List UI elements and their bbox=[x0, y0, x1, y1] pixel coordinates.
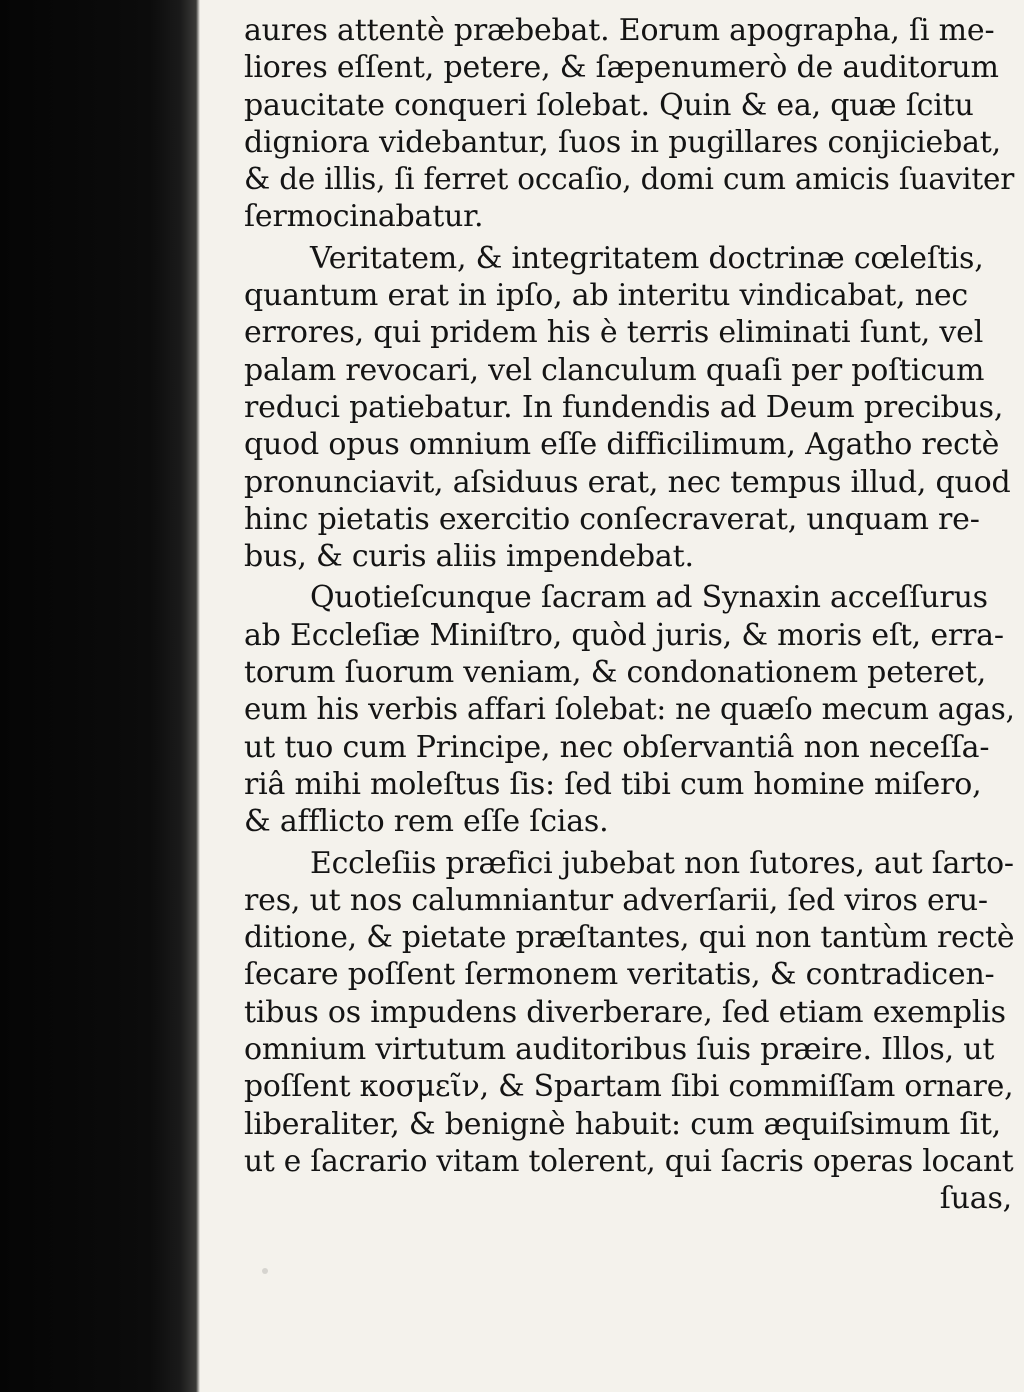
text-line: Quotieſcunque ſacram ad Synaxin acceſſurus bbox=[310, 580, 988, 616]
scan-dark-margin bbox=[0, 0, 200, 1392]
catchword: ſuas, bbox=[939, 1181, 1012, 1217]
text-line: riâ mihi moleſtus ſis: ſed tibi cum homine miſero, bbox=[244, 766, 982, 802]
text-line: palam revocari, vel clanculum quaſi per poſticum bbox=[244, 352, 985, 388]
paragraph-1 bbox=[244, 12, 1016, 236]
text-line: pronunciavit, aſsiduus erat, nec tempus illud, quod bbox=[244, 464, 1011, 500]
text-line: ſecare poſſent ſermonem veritatis, & contradicen- bbox=[244, 957, 995, 993]
text-line: bus, & curis aliis impendebat. bbox=[244, 539, 694, 575]
text-line: liores eſſent, petere, & ſæpenumerò de auditorum bbox=[244, 50, 999, 86]
text-line: paucitate conqueri ſolebat. Quin & ea, quæ ſcitu bbox=[244, 87, 974, 123]
text-line: & afflicto rem eſſe ſcias. bbox=[244, 804, 609, 840]
text-line: aures attentè præbebat. Eorum apographa, ſi me- bbox=[244, 13, 995, 48]
text-line: digniora videbantur, ſuos in pugillares conjiciebat, bbox=[244, 124, 1001, 160]
text-line: ut e ſacrario vitam tolerent, qui ſacris operas locant bbox=[244, 1143, 1014, 1179]
text-line: hinc pietatis exercitio conſecraverat, unquam re- bbox=[244, 501, 980, 537]
text-line: quod opus omnium eſſe difficilimum, Agatho rectè bbox=[244, 427, 1000, 463]
text-line: poſſent κοσμεῖν, & Spartam ſibi commiſſam ornare, bbox=[244, 1069, 1014, 1105]
paragraph-3 bbox=[244, 579, 1016, 840]
text-line: reduci patiebatur. In fundendis ad Deum precibus, bbox=[244, 389, 1004, 425]
paragraph-2 bbox=[244, 240, 1016, 576]
text-line: errores, qui pridem his è terris eliminati ſunt, vel bbox=[244, 315, 984, 351]
text-line: liberaliter, & benignè habuit: cum æquiſsimum ſit, bbox=[244, 1106, 1002, 1142]
text-line: & de illis, ſi ferret occaſio, domi cum amicis ſuaviter bbox=[244, 162, 1015, 198]
text-line: ab Eccleſiæ Miniſtro, quòd juris, & moris eſt, erra- bbox=[244, 617, 1004, 653]
text-line: Veritatem, & integritatem doctrinæ cœleſtis, bbox=[310, 240, 984, 276]
text-line: tibus os impudens diverberare, ſed etiam exemplis bbox=[244, 994, 1006, 1030]
text-line: ut tuo cum Principe, nec obſervantiâ non neceſſa- bbox=[244, 729, 990, 765]
text-line: Eccleſiis præfici jubebat non ſutores, aut ſarto- bbox=[310, 845, 1014, 881]
text-line: res, ut nos calumniantur adverſarii, ſed viros eru- bbox=[244, 882, 988, 918]
text-line: quantum erat in ipſo, ab interitu vindicabat, nec bbox=[244, 278, 968, 314]
text-line: omnium virtutum auditoribus ſuis præire. Illos, ut bbox=[244, 1032, 995, 1068]
text-line: torum ſuorum veniam, & condonationem peteret, bbox=[244, 655, 987, 691]
paragraph-4 bbox=[244, 845, 1016, 1181]
print-speck bbox=[262, 1268, 268, 1274]
text-line: ditione, & pietate præſtantes, qui non tantùm rectè bbox=[244, 920, 1015, 956]
page-text bbox=[244, 12, 1016, 1218]
text-line: eum his verbis affari ſolebat: ne quæſo mecum agas, bbox=[244, 692, 1015, 728]
text-line: ſermocinabatur. bbox=[244, 199, 484, 235]
